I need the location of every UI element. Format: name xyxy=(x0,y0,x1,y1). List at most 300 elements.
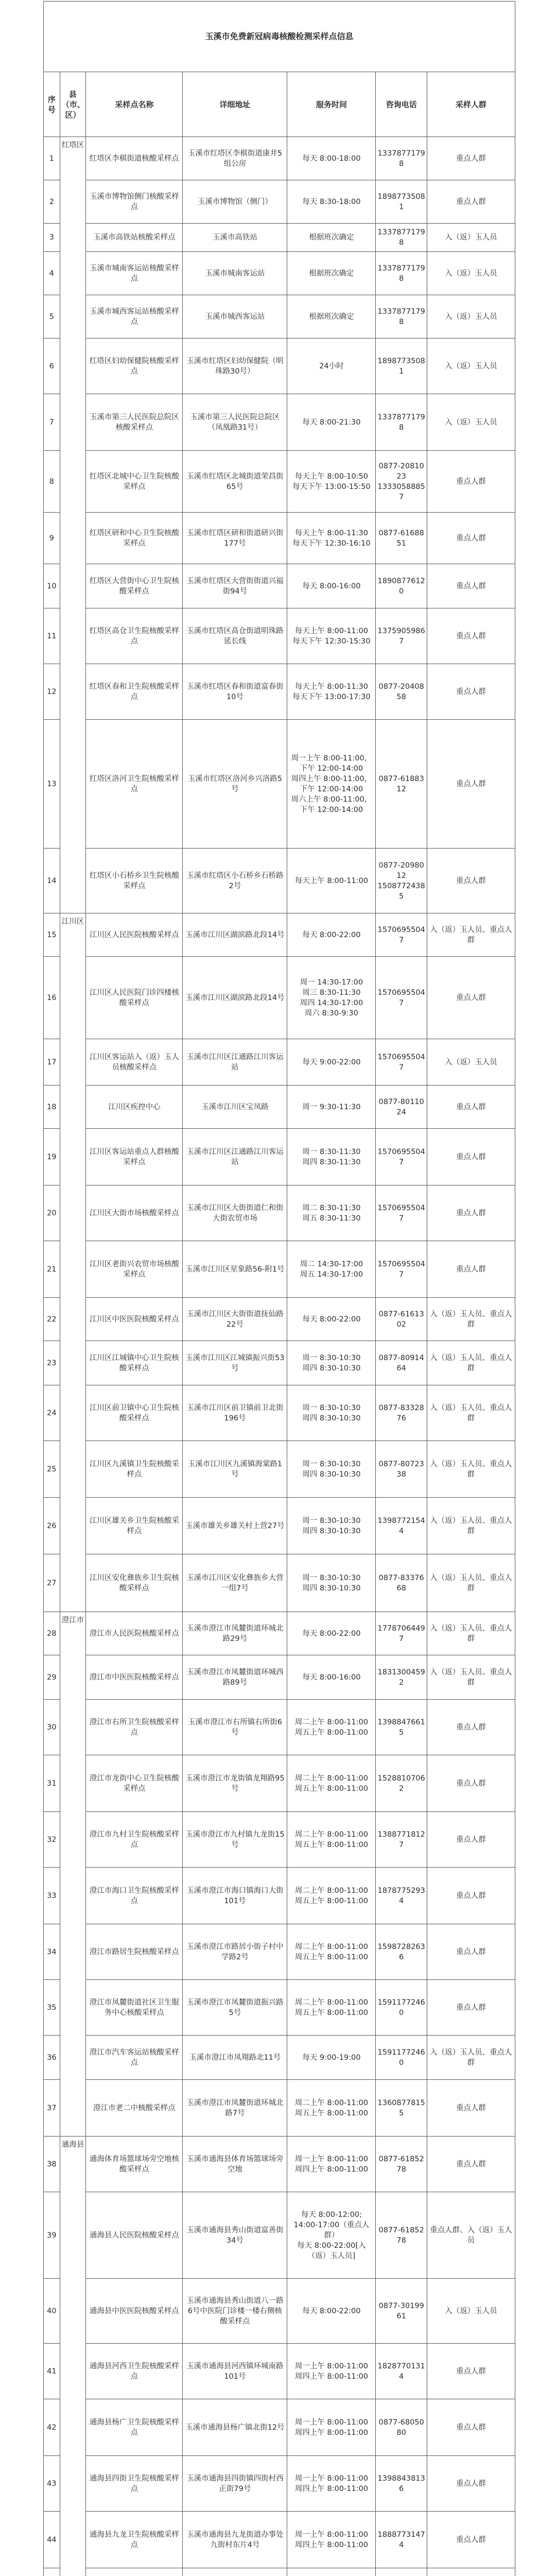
target-group: 重点人群 xyxy=(427,2137,515,2192)
site-name xyxy=(86,2568,183,2576)
target-group: 重点人群 xyxy=(427,2344,515,2399)
table-row xyxy=(44,1341,515,1385)
header-phone: 咨询电话 xyxy=(376,72,427,137)
service-hours: 周二上午 8:00-11:00 周五上午 8:00-11:00 xyxy=(287,1924,376,1980)
service-hours: 周二上午 8:00-11:00 周五上午 8:00-11:00 xyxy=(287,2080,376,2137)
service-hours: 每天上午 8:00-11:30 每天下午 12:30-16:10 xyxy=(287,513,376,564)
service-hours: 周一 9:30-11:30 xyxy=(287,1086,376,1129)
site-address: 玉溪市江川区前卫镇前卫北街196号 xyxy=(183,1385,287,1441)
site-name: 红塔区高仓卫生院核酸采样点 xyxy=(86,608,183,664)
table-row xyxy=(44,2080,515,2137)
contact-phone: 0877-6168851 xyxy=(376,513,427,564)
site-name: 江川区人民医院核酸采样点 xyxy=(86,913,183,957)
service-hours: 周一上午 8:00-11:00 周四上午 8:00-11:00 xyxy=(287,2456,376,2512)
site-address: 玉溪市通海县体育场篮球场旁空地 xyxy=(183,2137,287,2192)
service-hours: 每天 8:00-16:00 xyxy=(287,1655,376,1700)
table-row xyxy=(44,394,515,451)
site-name: 澄江市路居生院核酸采样点 xyxy=(86,1924,183,1980)
contact-phone: 0877-6185278 xyxy=(376,2192,427,2279)
site-name: 通海县中医医院核酸采样点 xyxy=(86,2279,183,2344)
site-address: 玉溪市博物馆（侧门） xyxy=(183,180,287,224)
site-name: 红塔区洛河卫生院核酸采样点 xyxy=(86,720,183,849)
service-hours: 根据班次确定 xyxy=(287,252,376,295)
table-row xyxy=(44,849,515,913)
site-address: 玉溪市澄江市凤麓街道振兴路5号 xyxy=(183,1980,287,2036)
row-number: 34 xyxy=(44,1924,60,1980)
contact-phone: 18313004592 xyxy=(376,1655,427,1700)
contact-phone: 15706955047 xyxy=(376,913,427,957)
site-name: 通海体育场篮球场旁空地核酸采样点 xyxy=(86,2137,183,2192)
site-name: 玉溪市第三人民医院总院区核酸采样点 xyxy=(86,394,183,451)
table-row xyxy=(44,137,515,180)
service-hours: 每天 8:00-22:00 xyxy=(287,913,376,957)
row-number: 5 xyxy=(44,295,60,338)
row-number: 9 xyxy=(44,513,60,564)
row-number: 16 xyxy=(44,957,60,1039)
table-row xyxy=(44,1554,515,1612)
row-number: 4 xyxy=(44,252,60,295)
table-row xyxy=(44,1086,515,1129)
table-row xyxy=(44,2279,515,2344)
table-row xyxy=(44,2568,515,2576)
site-name: 玉溪市高铁站核酸采样点 xyxy=(86,224,183,252)
service-hours: 周二上午 8:00-11:00 周五上午 8:00-11:00 xyxy=(287,1980,376,2036)
site-name: 玉溪市城南客运站核酸采样点 xyxy=(86,252,183,295)
table-row xyxy=(44,338,515,394)
service-hours: 每天 8:00-18:00 xyxy=(287,137,376,180)
row-number: 29 xyxy=(44,1655,60,1700)
row-number: 32 xyxy=(44,1812,60,1868)
site-name: 江川区人民医院门诊四楼核酸采样点 xyxy=(86,957,183,1039)
row-number: 27 xyxy=(44,1554,60,1612)
table-row xyxy=(44,2512,515,2568)
site-address: 玉溪市澄江市凤翔路北11号 xyxy=(183,2036,287,2080)
table-row xyxy=(44,1185,515,1241)
service-hours: 每天 9:00-22:00 xyxy=(287,1039,376,1086)
site-name: 江川区大街市场核酸采样点 xyxy=(86,1185,183,1241)
table-row xyxy=(44,2456,515,2512)
site-name: 玉溪市城西客运站核酸采样点 xyxy=(86,295,183,338)
site-address: 玉溪市江川区湖滨路北段14号 xyxy=(183,913,287,957)
target-group: 入（返）玉人员、重点人群 xyxy=(427,1612,515,1655)
contact-phone xyxy=(376,2568,427,2576)
service-hours: 每天 8:00-12:00; 14:00-17:00（重点人群） 每天 8:00-22:00[入（返）玉人员] xyxy=(287,2192,376,2279)
site-address: 玉溪市红塔区妇幼保健院（明珠路30号） xyxy=(183,338,287,394)
contact-phone: 13378771798 xyxy=(376,137,427,180)
site-name: 红塔区北城中心卫生院核酸采样点 xyxy=(86,451,183,513)
table-row xyxy=(44,720,515,849)
row-number: 39 xyxy=(44,2192,60,2279)
row-number: 18 xyxy=(44,1086,60,1129)
site-name: 江川区老街兴农贸市场核酸采样点 xyxy=(86,1241,183,1298)
contact-phone: 18987735081 xyxy=(376,338,427,394)
header-county: 县（市、区） xyxy=(60,72,86,137)
row-number: 35 xyxy=(44,1980,60,2036)
header-name: 采样点名称 xyxy=(86,72,183,137)
contact-phone: 0877-8011024 xyxy=(376,1086,427,1129)
site-address: 玉溪市澄江市凤麓街道环城西路89号 xyxy=(183,1655,287,1700)
service-hours: 周二上午 8:00-11:00 周五上午 8:00-11:00 xyxy=(287,1755,376,1812)
contact-phone: 0877-8337668 xyxy=(376,1554,427,1612)
site-name: 江川区江城镇中心卫生院核酸采样点 xyxy=(86,1341,183,1385)
table-row xyxy=(44,1298,515,1341)
table-row xyxy=(44,1612,515,1655)
service-hours: 每天 8:00-16:00 xyxy=(287,564,376,608)
table-row xyxy=(44,1241,515,1298)
table-row xyxy=(44,224,515,252)
row-number: 24 xyxy=(44,1385,60,1441)
site-address: 玉溪市通海县秀山街道富善街34号 xyxy=(183,2192,287,2279)
site-address: 玉溪市澄江市九村镇九龙街15号 xyxy=(183,1812,287,1868)
site-address: 玉溪市第三人民医院总院区（凤凰路31号） xyxy=(183,394,287,451)
site-name: 玉溪市博物馆侧门核酸采样点 xyxy=(86,180,183,224)
site-name: 通海县河西卫生院核酸采样点 xyxy=(86,2344,183,2399)
table-row xyxy=(44,1441,515,1498)
contact-phone: 0877-6161302 xyxy=(376,1298,427,1341)
table-row xyxy=(44,1129,515,1185)
table-row xyxy=(44,564,515,608)
target-group: 重点人群 xyxy=(427,137,515,180)
row-number: 21 xyxy=(44,1241,60,1298)
table-row xyxy=(44,664,515,720)
contact-phone: 13988438136 xyxy=(376,2456,427,2512)
table-row xyxy=(44,1868,515,1924)
row-number: 14 xyxy=(44,849,60,913)
contact-phone: 0877-6185278 xyxy=(376,2137,427,2192)
service-hours xyxy=(287,2568,376,2576)
site-name: 江川区前卫镇中心卫生院核酸采样点 xyxy=(86,1385,183,1441)
service-hours: 周一 8:30-10:30 周四 8:30-10:30 xyxy=(287,1554,376,1612)
service-hours: 每天 8:00-21:30 xyxy=(287,394,376,451)
site-address: 玉溪市澄江市龙街镇龙翔路95号 xyxy=(183,1755,287,1812)
site-address: 玉溪市澄江市凤麓街道环城北路29号 xyxy=(183,1612,287,1655)
site-address: 玉溪市雄关乡雄关村上营27号 xyxy=(183,1498,287,1554)
service-hours: 每天 8:00-22:00 xyxy=(287,1612,376,1655)
site-name: 江川区客运站入（返）玉人员核酸采样点 xyxy=(86,1039,183,1086)
target-group: 入（返）玉人员、重点人群 xyxy=(427,1498,515,1554)
site-address: 玉溪市江川区星象路56-附1号 xyxy=(183,1241,287,1298)
service-hours: 周一 8:30-10:30 周四 8:30-10:30 xyxy=(287,1341,376,1385)
site-name: 澄江市老二中核酸采样点 xyxy=(86,2080,183,2137)
site-name: 江川区中医医院核酸采样点 xyxy=(86,1298,183,1341)
service-hours: 每天上午 8:00-11:00 xyxy=(287,849,376,913)
table-row xyxy=(44,608,515,664)
contact-phone: 15706955047 xyxy=(376,1185,427,1241)
contact-phone: 15706955047 xyxy=(376,1129,427,1185)
target-group: 重点人群 xyxy=(427,1980,515,2036)
site-address: 玉溪市通海县秀山街道八一路6号中医院门诊楼一楼右侧核酸采样点 xyxy=(183,2279,287,2344)
target-group: 重点人群 xyxy=(427,2080,515,2137)
target-group: 重点人群 xyxy=(427,180,515,224)
target-group: 重点人群 xyxy=(427,1241,515,1298)
row-number: 40 xyxy=(44,2279,60,2344)
contact-phone: 13759059867 xyxy=(376,608,427,664)
site-address: 玉溪市江川区江通路江川客运站 xyxy=(183,1039,287,1086)
contact-phone: 18908776120 xyxy=(376,564,427,608)
table-row xyxy=(44,252,515,295)
row-number: 41 xyxy=(44,2344,60,2399)
row-number: 36 xyxy=(44,2036,60,2080)
contact-phone: 15706955047 xyxy=(376,1241,427,1298)
contact-phone: 13378771798 xyxy=(376,295,427,338)
document-sheet xyxy=(43,1,515,2576)
contact-phone: 18987735081 xyxy=(376,180,427,224)
site-name: 红塔区李棋街道核酸采样点 xyxy=(86,137,183,180)
site-name: 澄江市九村卫生院核酸采样点 xyxy=(86,1812,183,1868)
service-hours: 每天 8:30-18:00 xyxy=(287,180,376,224)
site-address: 玉溪市江川区大街街道仁和街大街农贸市场 xyxy=(183,1185,287,1241)
table-row xyxy=(44,1924,515,1980)
target-group: 重点人群 xyxy=(427,1755,515,1812)
contact-phone: 18787752934 xyxy=(376,1868,427,1924)
target-group: 重点人群 xyxy=(427,451,515,513)
service-hours: 周一 8:30-10:30 周四 8:30-10:30 xyxy=(287,1498,376,1554)
row-number: 3 xyxy=(44,224,60,252)
service-hours: 每天 8:00-22:00 xyxy=(287,1298,376,1341)
service-hours: 根据班次确定 xyxy=(287,295,376,338)
county-cell: 通海县 xyxy=(60,2137,86,2576)
row-number: 26 xyxy=(44,1498,60,1554)
service-hours: 每天 8:00-22:00 xyxy=(287,2279,376,2344)
target-group xyxy=(427,2568,515,2576)
site-address: 玉溪市江川区宝凤路 xyxy=(183,1086,287,1129)
target-group: 重点人群 xyxy=(427,1185,515,1241)
target-group: 入（返）玉人员、重点人群 xyxy=(427,1385,515,1441)
row-number: 20 xyxy=(44,1185,60,1241)
target-group: 入（返）玉人员、重点人群 xyxy=(427,1655,515,1700)
target-group: 入（返）玉人员 xyxy=(427,252,515,295)
site-address: 玉溪市城西客运站 xyxy=(183,295,287,338)
site-name: 澄江市凤麓街道社区卫生服务中心核酸采样点 xyxy=(86,1980,183,2036)
target-group: 重点人群 xyxy=(427,1129,515,1185)
row-number: 28 xyxy=(44,1612,60,1655)
site-address: 玉溪市江川区安化彝族乡大营一组7号 xyxy=(183,1554,287,1612)
row-number: 13 xyxy=(44,720,60,849)
site-address: 玉溪市澄江市海口镇海口大街101号 xyxy=(183,1868,287,1924)
row-number xyxy=(44,2568,60,2576)
table-row xyxy=(44,1498,515,1554)
site-address: 玉溪市红塔区大营街街道兴福街94号 xyxy=(183,564,287,608)
target-group: 入（返）玉人员 xyxy=(427,2279,515,2344)
contact-phone: 0877-6805080 xyxy=(376,2399,427,2456)
site-name: 通海县四街卫生院核酸采样点 xyxy=(86,2456,183,2512)
contact-phone: 15288107062 xyxy=(376,1755,427,1812)
target-group: 入（返）玉人员 xyxy=(427,295,515,338)
target-group: 入（返）玉人员 xyxy=(427,224,515,252)
table-row xyxy=(44,513,515,564)
county-cell: 澄江市 xyxy=(60,1612,86,2137)
target-group: 入（返）玉人员、重点人群 xyxy=(427,913,515,957)
target-group: 重点人群 xyxy=(427,1868,515,1924)
service-hours: 周二 14:30-17:00 周五 14:30-17:00 xyxy=(287,1241,376,1298)
contact-phone: 15706955047 xyxy=(376,957,427,1039)
row-number: 23 xyxy=(44,1341,60,1385)
service-hours: 周一 14:30-17:00 周三 8:30-11:30 周四 14:30-17:00 周六 8:30-9:30 xyxy=(287,957,376,1039)
site-address xyxy=(183,2568,287,2576)
header-group: 采样人群 xyxy=(427,72,515,137)
site-address: 玉溪市通海县杨广镇北街12号 xyxy=(183,2399,287,2456)
table-row xyxy=(44,2036,515,2080)
row-number: 30 xyxy=(44,1700,60,1755)
target-group: 入（返）玉人员 xyxy=(427,1039,515,1086)
site-address: 玉溪市红塔区研和街道研兴街177号 xyxy=(183,513,287,564)
site-name: 通海县杨广卫生院核酸采样点 xyxy=(86,2399,183,2456)
table-row xyxy=(44,1039,515,1086)
site-name: 江川区安化彝族乡卫生院核酸采样点 xyxy=(86,1554,183,1612)
contact-phone: 18287701314 xyxy=(376,2344,427,2399)
row-number: 2 xyxy=(44,180,60,224)
row-number: 33 xyxy=(44,1868,60,1924)
site-name: 澄江市右所卫生院核酸采样点 xyxy=(86,1700,183,1755)
site-address: 玉溪市江川区大街街道抚仙路22号 xyxy=(183,1298,287,1341)
site-name: 红塔区研和中心卫生院核酸采样点 xyxy=(86,513,183,564)
contact-phone: 0877-8072338 xyxy=(376,1441,427,1498)
row-number: 1 xyxy=(44,137,60,180)
contact-phone: 13378771798 xyxy=(376,252,427,295)
contact-phone: 13887718127 xyxy=(376,1812,427,1868)
service-hours: 周一 8:30-10:30 周四 8:30-10:30 xyxy=(287,1441,376,1498)
row-number: 19 xyxy=(44,1129,60,1185)
service-hours: 周二 8:30-11:30 周五 8:30-11:30 xyxy=(287,1185,376,1241)
service-hours: 周一 8:30-10:30 周四 8:30-10:30 xyxy=(287,1385,376,1441)
site-address: 玉溪市红塔区小石桥乡石桥路2号 xyxy=(183,849,287,913)
target-group: 重点人群、入（返）玉人员 xyxy=(427,2192,515,2279)
row-number: 44 xyxy=(44,2512,60,2568)
contact-phone: 13988476615 xyxy=(376,1700,427,1755)
service-hours: 周二上午 8:00-11:00 周五上午 8:00-11:00 xyxy=(287,1812,376,1868)
contact-phone: 0877-2098012 15087724385 xyxy=(376,849,427,913)
target-group: 重点人群 xyxy=(427,1812,515,1868)
service-hours: 周一上午 8:00-11:00 周四上午 8:00-11:00 xyxy=(287,2399,376,2456)
service-hours: 周一上午 8:00-11:00 周四上午 8:00-11:00 xyxy=(287,2137,376,2192)
site-address: 玉溪市江川区湖滨路北段14号 xyxy=(183,957,287,1039)
target-group: 入（返）玉人员 xyxy=(427,394,515,451)
contact-phone: 15911772460 xyxy=(376,2036,427,2080)
table-row xyxy=(44,1655,515,1700)
county-cell: 红塔区 xyxy=(60,137,86,913)
contact-phone: 17787064497 xyxy=(376,1612,427,1655)
table-row xyxy=(44,295,515,338)
site-address: 玉溪市通海县河西镇环城南路101号 xyxy=(183,2344,287,2399)
contact-phone: 13987721544 xyxy=(376,1498,427,1554)
table-row xyxy=(44,451,515,513)
site-address: 玉溪市红塔区李棋街道康井5组公房 xyxy=(183,137,287,180)
site-address: 玉溪市红塔区北城街道荣昌街65号 xyxy=(183,451,287,513)
header-no: 序号 xyxy=(44,72,60,137)
row-number: 31 xyxy=(44,1755,60,1812)
service-hours: 24小时 xyxy=(287,338,376,394)
service-hours: 每天上午 8:00-10:50 每天下午 13:00-15:50 xyxy=(287,451,376,513)
row-number: 12 xyxy=(44,664,60,720)
table-row xyxy=(44,2192,515,2279)
target-group: 入（返）玉人员 xyxy=(427,338,515,394)
target-group: 入（返）玉人员、重点人群 xyxy=(427,1441,515,1498)
target-group: 入（返）玉人员、重点人群 xyxy=(427,1298,515,1341)
site-name: 红塔区小石桥乡卫生院核酸采样点 xyxy=(86,849,183,913)
contact-phone: 15911772460 xyxy=(376,1980,427,2036)
site-name: 澄江市人民医院核酸采样点 xyxy=(86,1612,183,1655)
county-cell: 江川区 xyxy=(60,913,86,1612)
site-name: 澄江市海口卫生院核酸采样点 xyxy=(86,1868,183,1924)
table-row xyxy=(44,2399,515,2456)
document-title: 玉溪市免费新冠病毒核酸检测采样点信息 xyxy=(44,2,515,72)
contact-phone: 0877-3019961 xyxy=(376,2279,427,2344)
contact-phone: 0877-2081023 13330588857 xyxy=(376,451,427,513)
row-number: 43 xyxy=(44,2456,60,2512)
row-number: 38 xyxy=(44,2137,60,2192)
target-group: 入（返）玉人员、重点人群 xyxy=(427,1554,515,1612)
service-hours: 周一 8:30-11:30 周四 8:30-11:30 xyxy=(287,1129,376,1185)
site-name: 澄江市中医医院核酸采样点 xyxy=(86,1655,183,1700)
target-group: 入（返）玉人员、重点人群 xyxy=(427,2036,515,2080)
row-number: 42 xyxy=(44,2399,60,2456)
site-address: 玉溪市澄江市右所镇右所街6号 xyxy=(183,1700,287,1755)
row-number: 6 xyxy=(44,338,60,394)
site-address: 玉溪市澄江市路居小街子村中学路2号 xyxy=(183,1924,287,1980)
contact-phone: 0877-8091464 xyxy=(376,1341,427,1385)
site-address: 玉溪市城南客运站 xyxy=(183,252,287,295)
row-number: 22 xyxy=(44,1298,60,1341)
row-number: 15 xyxy=(44,913,60,957)
site-name: 澄江市龙街中心卫生院核酸采样点 xyxy=(86,1755,183,1812)
table-row xyxy=(44,1812,515,1868)
table-row xyxy=(44,913,515,957)
site-address: 玉溪市红塔区高仓街道明珠路延长线 xyxy=(183,608,287,664)
target-group: 重点人群 xyxy=(427,513,515,564)
target-group: 重点人群 xyxy=(427,1924,515,1980)
target-group: 重点人群 xyxy=(427,2512,515,2568)
table-row xyxy=(44,957,515,1039)
target-group: 重点人群 xyxy=(427,720,515,849)
target-group: 入（返）玉人员、重点人群 xyxy=(427,1341,515,1385)
row-number: 17 xyxy=(44,1039,60,1086)
contact-phone: 0877-6188312 xyxy=(376,720,427,849)
row-number: 8 xyxy=(44,451,60,513)
table-row xyxy=(44,2137,515,2192)
service-hours: 周一上午 8:00-11:00，下午 12:00-14:00 周四上午 8:00-11:00，下午 12:00-14:00 周六上午 8:00-11:00，下午 12:00-14:00 xyxy=(287,720,376,849)
target-group: 重点人群 xyxy=(427,2399,515,2456)
site-address: 玉溪市通海县九龙街道办事处九街村东片4号 xyxy=(183,2512,287,2568)
service-hours: 每天上午 8:00-11:00 每天下午 12:30-15:30 xyxy=(287,608,376,664)
site-name: 澄江市汽车客运站核酸采样点 xyxy=(86,2036,183,2080)
site-name: 通海县人民医院核酸采样点 xyxy=(86,2192,183,2279)
header-address: 详细地址 xyxy=(183,72,287,137)
site-name: 江川区客运站重点人群核酸采样点 xyxy=(86,1129,183,1185)
site-address: 玉溪市高铁站 xyxy=(183,224,287,252)
service-hours: 每天 9:00-19:00 xyxy=(287,2036,376,2080)
contact-phone: 13608778155 xyxy=(376,2080,427,2137)
site-name: 江川区九溪镇卫生院核酸采样点 xyxy=(86,1441,183,1498)
site-address: 玉溪市江川区江通路江川客运站 xyxy=(183,1129,287,1185)
site-name: 红塔区春和卫生院核酸采样点 xyxy=(86,664,183,720)
contact-phone: 0877-2040858 xyxy=(376,664,427,720)
service-hours: 根据班次确定 xyxy=(287,224,376,252)
header-hours: 服务时间 xyxy=(287,72,376,137)
target-group: 重点人群 xyxy=(427,664,515,720)
target-group: 重点人群 xyxy=(427,849,515,913)
site-address: 玉溪市江川区江城镇振兴街53号 xyxy=(183,1341,287,1385)
target-group: 重点人群 xyxy=(427,1700,515,1755)
contact-phone: 13378771798 xyxy=(376,224,427,252)
table-row xyxy=(44,1700,515,1755)
site-name: 红塔区大营街中心卫生院核酸采样点 xyxy=(86,564,183,608)
service-hours: 周一上午 8:00-11:00 周四上午 8:00-11:00 xyxy=(287,2512,376,2568)
site-address: 玉溪市江川区九溪镇海棠路1号 xyxy=(183,1441,287,1498)
site-address: 玉溪市红塔区洛河乡兴洛路5号 xyxy=(183,720,287,849)
row-number: 37 xyxy=(44,2080,60,2137)
target-group: 重点人群 xyxy=(427,2456,515,2512)
sampling-sites-table xyxy=(43,1,515,2576)
